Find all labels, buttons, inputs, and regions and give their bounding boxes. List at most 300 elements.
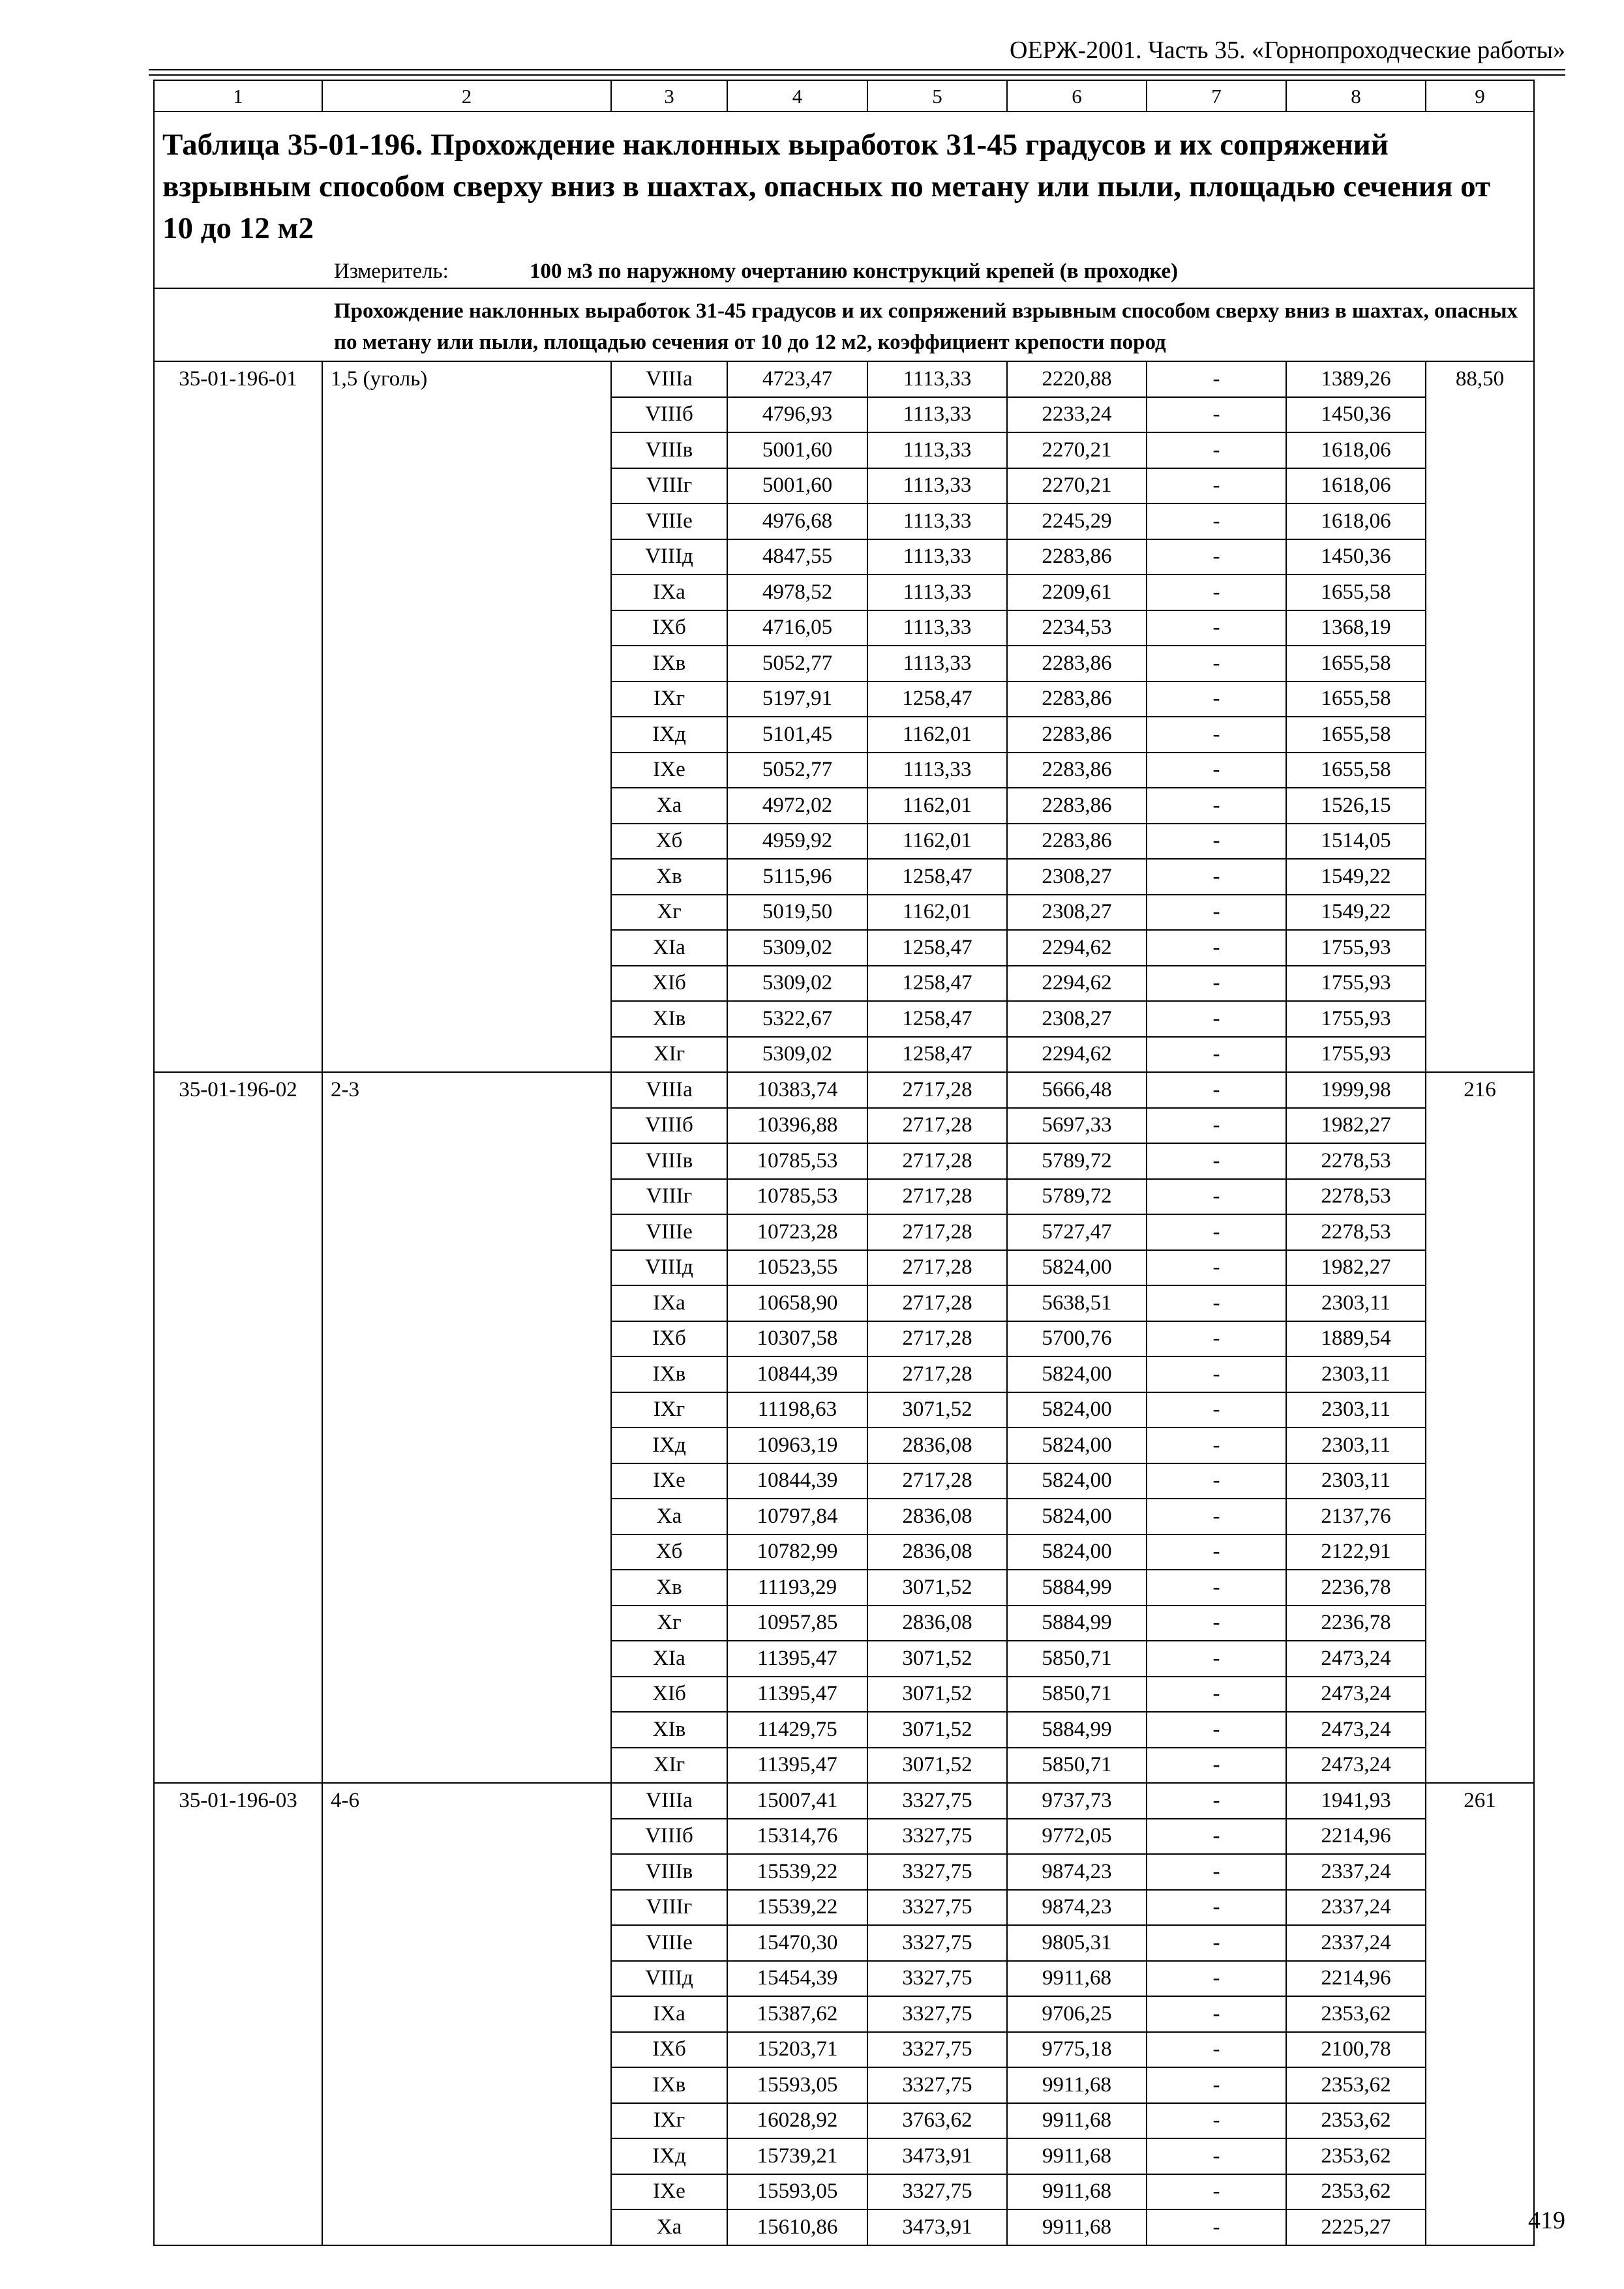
materials-cell: 2122,91 xyxy=(1286,1534,1426,1570)
materials-cell: 2303,11 xyxy=(1286,1356,1426,1392)
class-cell: VIIIг xyxy=(611,1179,727,1215)
driver-wages-cell: - xyxy=(1147,1890,1286,1926)
total-cost-cell: 4716,05 xyxy=(727,610,867,646)
materials-cell: 2214,96 xyxy=(1286,1819,1426,1855)
materials-cell: 2236,78 xyxy=(1286,1570,1426,1606)
total-cost-cell: 10523,55 xyxy=(727,1250,867,1286)
total-cost-cell: 11395,47 xyxy=(727,1677,867,1713)
driver-wages-cell: - xyxy=(1147,1641,1286,1677)
wages-cell: 3327,75 xyxy=(867,1819,1007,1855)
wages-cell: 3327,75 xyxy=(867,1996,1007,2032)
machines-cell: 2283,86 xyxy=(1007,717,1147,753)
wages-cell: 1258,47 xyxy=(867,930,1007,966)
column-number: 9 xyxy=(1426,80,1534,112)
total-cost-cell: 15593,05 xyxy=(727,2174,867,2210)
driver-wages-cell: - xyxy=(1147,1037,1286,1073)
materials-cell: 1549,22 xyxy=(1286,859,1426,895)
total-cost-cell: 15007,41 xyxy=(727,1783,867,1819)
wages-cell: 3327,75 xyxy=(867,1783,1007,1819)
driver-wages-cell: - xyxy=(1147,1570,1286,1606)
materials-cell: 1755,93 xyxy=(1286,1001,1426,1037)
class-cell: VIIIа xyxy=(611,1783,727,1819)
driver-wages-cell: - xyxy=(1147,1748,1286,1784)
machines-cell: 5789,72 xyxy=(1007,1143,1147,1179)
total-cost-cell: 11429,75 xyxy=(727,1712,867,1748)
wages-cell: 2836,08 xyxy=(867,1499,1007,1534)
machines-cell: 5850,71 xyxy=(1007,1641,1147,1677)
materials-cell: 2337,24 xyxy=(1286,1854,1426,1890)
page-number: 419 xyxy=(1528,2207,1565,2234)
machines-cell: 9911,68 xyxy=(1007,2209,1147,2245)
driver-wages-cell: - xyxy=(1147,1534,1286,1570)
materials-cell: 2303,11 xyxy=(1286,1463,1426,1499)
wages-cell: 3763,62 xyxy=(867,2103,1007,2139)
driver-wages-cell: - xyxy=(1147,1996,1286,2032)
machines-cell: 5697,33 xyxy=(1007,1108,1147,1144)
wages-cell: 2717,28 xyxy=(867,1356,1007,1392)
section-row xyxy=(154,288,1534,361)
total-cost-cell: 15593,05 xyxy=(727,2067,867,2103)
total-cost-cell: 5001,60 xyxy=(727,432,867,468)
driver-wages-cell: - xyxy=(1147,539,1286,575)
wages-cell: 1162,01 xyxy=(867,895,1007,931)
driver-wages-cell: - xyxy=(1147,610,1286,646)
class-cell: IXб xyxy=(611,1321,727,1357)
meter-label: Измеритель: xyxy=(334,260,449,283)
column-number: 7 xyxy=(1147,80,1286,112)
driver-wages-cell: - xyxy=(1147,2138,1286,2174)
total-cost-cell: 11193,29 xyxy=(727,1570,867,1606)
wages-cell: 3327,75 xyxy=(867,2032,1007,2068)
driver-wages-cell: - xyxy=(1147,717,1286,753)
class-cell: Xб xyxy=(611,1534,727,1570)
machines-cell: 5850,71 xyxy=(1007,1677,1147,1713)
running-header: ОЕРЖ-2001. Часть 35. «Горнопроходческие работы» xyxy=(1010,37,1565,64)
machines-cell: 2294,62 xyxy=(1007,1037,1147,1073)
wages-cell: 2717,28 xyxy=(867,1108,1007,1144)
machines-cell: 5700,76 xyxy=(1007,1321,1147,1357)
machines-cell: 9911,68 xyxy=(1007,2138,1147,2174)
machines-cell: 5850,71 xyxy=(1007,1748,1147,1784)
machines-cell: 2308,27 xyxy=(1007,859,1147,895)
total-cost-cell: 10782,99 xyxy=(727,1534,867,1570)
driver-wages-cell: - xyxy=(1147,1285,1286,1321)
class-cell: VIIIе xyxy=(611,1214,727,1250)
total-cost-cell: 15539,22 xyxy=(727,1854,867,1890)
total-cost-cell: 5309,02 xyxy=(727,966,867,1002)
wages-cell: 1113,33 xyxy=(867,539,1007,575)
class-cell: Xг xyxy=(611,1606,727,1641)
driver-wages-cell: - xyxy=(1147,1712,1286,1748)
class-cell: VIIIв xyxy=(611,432,727,468)
class-cell: IXд xyxy=(611,717,727,753)
class-cell: IXд xyxy=(611,1428,727,1463)
total-cost-cell: 15314,76 xyxy=(727,1819,867,1855)
class-cell: Xб xyxy=(611,824,727,860)
wages-cell: 3327,75 xyxy=(867,1925,1007,1961)
materials-cell: 2473,24 xyxy=(1286,1712,1426,1748)
driver-wages-cell: - xyxy=(1147,1428,1286,1463)
table-title: Таблица 35-01-196. Прохождение наклонных выработок 31-45 градусов и их сопряжений взрывным способом сверху вниз в шахтах, опасных по метану или пыли, площадью сечения от 10 до 12 м2 xyxy=(162,128,1491,245)
materials-cell: 2278,53 xyxy=(1286,1179,1426,1215)
machines-cell: 5884,99 xyxy=(1007,1570,1147,1606)
class-cell: IXб xyxy=(611,2032,727,2068)
materials-cell: 2473,24 xyxy=(1286,1641,1426,1677)
total-cost-cell: 5101,45 xyxy=(727,717,867,753)
driver-wages-cell: - xyxy=(1147,681,1286,717)
driver-wages-cell: - xyxy=(1147,397,1286,433)
machines-cell: 9911,68 xyxy=(1007,2067,1147,2103)
total-cost-cell: 15203,71 xyxy=(727,2032,867,2068)
table-row xyxy=(154,1783,1534,1819)
materials-cell: 1755,93 xyxy=(1286,966,1426,1002)
class-cell: VIIIб xyxy=(611,1108,727,1144)
class-cell: VIIIб xyxy=(611,1819,727,1855)
column-number: 4 xyxy=(727,80,867,112)
machines-cell: 5824,00 xyxy=(1007,1463,1147,1499)
materials-cell: 2236,78 xyxy=(1286,1606,1426,1641)
machines-cell: 5824,00 xyxy=(1007,1356,1147,1392)
class-cell: Xв xyxy=(611,859,727,895)
machines-cell: 5727,47 xyxy=(1007,1214,1147,1250)
driver-wages-cell: - xyxy=(1147,432,1286,468)
materials-cell: 2353,62 xyxy=(1286,2138,1426,2174)
materials-cell: 2473,24 xyxy=(1286,1748,1426,1784)
driver-wages-cell: - xyxy=(1147,361,1286,397)
wages-cell: 1113,33 xyxy=(867,397,1007,433)
wages-cell: 3071,52 xyxy=(867,1641,1007,1677)
total-cost-cell: 15610,86 xyxy=(727,2209,867,2245)
materials-cell: 2473,24 xyxy=(1286,1677,1426,1713)
wages-cell: 1113,33 xyxy=(867,361,1007,397)
machines-cell: 2283,86 xyxy=(1007,824,1147,860)
machines-cell: 2283,86 xyxy=(1007,539,1147,575)
wages-cell: 3327,75 xyxy=(867,1961,1007,1997)
machines-cell: 5824,00 xyxy=(1007,1392,1147,1428)
machines-cell: 2270,21 xyxy=(1007,432,1147,468)
total-cost-cell: 5309,02 xyxy=(727,930,867,966)
driver-wages-cell: - xyxy=(1147,859,1286,895)
machines-cell: 2294,62 xyxy=(1007,966,1147,1002)
class-cell: XIг xyxy=(611,1037,727,1073)
hardness-cell: 1,5 (уголь) xyxy=(322,361,611,1072)
table-row xyxy=(154,1072,1534,1108)
class-cell: Xв xyxy=(611,1570,727,1606)
materials-cell: 1618,06 xyxy=(1286,503,1426,539)
driver-wages-cell: - xyxy=(1147,468,1286,504)
labor-cell: 261 xyxy=(1426,1783,1534,2245)
total-cost-cell: 15387,62 xyxy=(727,1996,867,2032)
materials-cell: 1655,58 xyxy=(1286,717,1426,753)
driver-wages-cell: - xyxy=(1147,2067,1286,2103)
driver-wages-cell: - xyxy=(1147,1108,1286,1144)
class-cell: IXг xyxy=(611,2103,727,2139)
wages-cell: 3071,52 xyxy=(867,1570,1007,1606)
machines-cell: 2245,29 xyxy=(1007,503,1147,539)
total-cost-cell: 11395,47 xyxy=(727,1641,867,1677)
total-cost-cell: 10658,90 xyxy=(727,1285,867,1321)
wages-cell: 3071,52 xyxy=(867,1748,1007,1784)
machines-cell: 2209,61 xyxy=(1007,575,1147,610)
driver-wages-cell: - xyxy=(1147,1463,1286,1499)
machines-cell: 2283,86 xyxy=(1007,646,1147,681)
wages-cell: 2836,08 xyxy=(867,1534,1007,1570)
machines-cell: 9772,05 xyxy=(1007,1819,1147,1855)
total-cost-cell: 4976,68 xyxy=(727,503,867,539)
section-heading: Прохождение наклонных выработок 31-45 градусов и их сопряжений взрывным способом сверху вниз в шахтах, опасных по метану или пыли, площадью сечения от 10 до 12 м2, коэффициент крепости пород xyxy=(154,288,1534,361)
class-cell: XIа xyxy=(611,930,727,966)
wages-cell: 3473,91 xyxy=(867,2209,1007,2245)
materials-cell: 1982,27 xyxy=(1286,1250,1426,1286)
materials-cell: 1655,58 xyxy=(1286,575,1426,610)
total-cost-cell: 15470,30 xyxy=(727,1925,867,1961)
materials-cell: 2100,78 xyxy=(1286,2032,1426,2068)
wages-cell: 1113,33 xyxy=(867,753,1007,788)
wages-cell: 1113,33 xyxy=(867,432,1007,468)
total-cost-cell: 4972,02 xyxy=(727,788,867,824)
materials-cell: 2353,62 xyxy=(1286,2174,1426,2210)
materials-cell: 2225,27 xyxy=(1286,2209,1426,2245)
machines-cell: 2220,88 xyxy=(1007,361,1147,397)
total-cost-cell: 11198,63 xyxy=(727,1392,867,1428)
class-cell: IXв xyxy=(611,2067,727,2103)
class-cell: VIIIб xyxy=(611,397,727,433)
wages-cell: 3327,75 xyxy=(867,1890,1007,1926)
class-cell: IXг xyxy=(611,1392,727,1428)
materials-cell: 2337,24 xyxy=(1286,1925,1426,1961)
machines-cell: 5884,99 xyxy=(1007,1606,1147,1641)
driver-wages-cell: - xyxy=(1147,1606,1286,1641)
materials-cell: 1450,36 xyxy=(1286,397,1426,433)
class-cell: VIIIа xyxy=(611,361,727,397)
total-cost-cell: 10383,74 xyxy=(727,1072,867,1108)
class-cell: IXа xyxy=(611,575,727,610)
class-cell: IXе xyxy=(611,1463,727,1499)
machines-cell: 2283,86 xyxy=(1007,681,1147,717)
class-cell: Xа xyxy=(611,2209,727,2245)
total-cost-cell: 5019,50 xyxy=(727,895,867,931)
column-number: 2 xyxy=(322,80,611,112)
wages-cell: 3327,75 xyxy=(867,1854,1007,1890)
total-cost-cell: 10785,53 xyxy=(727,1179,867,1215)
driver-wages-cell: - xyxy=(1147,646,1286,681)
rates-table-body xyxy=(154,80,1534,2245)
driver-wages-cell: - xyxy=(1147,1179,1286,1215)
labor-cell: 88,50 xyxy=(1426,361,1534,1072)
machines-cell: 2308,27 xyxy=(1007,1001,1147,1037)
machines-cell: 9911,68 xyxy=(1007,2103,1147,2139)
total-cost-cell: 5052,77 xyxy=(727,646,867,681)
labor-cell: 216 xyxy=(1426,1072,1534,1783)
wages-cell: 1113,33 xyxy=(867,468,1007,504)
wages-cell: 2717,28 xyxy=(867,1321,1007,1357)
machines-cell: 2294,62 xyxy=(1007,930,1147,966)
total-cost-cell: 4847,55 xyxy=(727,539,867,575)
total-cost-cell: 10957,85 xyxy=(727,1606,867,1641)
machines-cell: 5789,72 xyxy=(1007,1179,1147,1215)
machines-cell: 2283,86 xyxy=(1007,753,1147,788)
rate-code-cell: 35-01-196-01 xyxy=(154,361,322,1072)
materials-cell: 1655,58 xyxy=(1286,646,1426,681)
wages-cell: 1113,33 xyxy=(867,646,1007,681)
class-cell: VIIIд xyxy=(611,539,727,575)
wages-cell: 2836,08 xyxy=(867,1606,1007,1641)
total-cost-cell: 4723,47 xyxy=(727,361,867,397)
wages-cell: 2717,28 xyxy=(867,1250,1007,1286)
wages-cell: 1258,47 xyxy=(867,1037,1007,1073)
class-cell: IXа xyxy=(611,1996,727,2032)
class-cell: VIIIа xyxy=(611,1072,727,1108)
wages-cell: 2717,28 xyxy=(867,1214,1007,1250)
wages-cell: 1162,01 xyxy=(867,788,1007,824)
materials-cell: 2353,62 xyxy=(1286,2067,1426,2103)
total-cost-cell: 15739,21 xyxy=(727,2138,867,2174)
total-cost-cell: 10963,19 xyxy=(727,1428,867,1463)
class-cell: IXв xyxy=(611,646,727,681)
wages-cell: 2717,28 xyxy=(867,1143,1007,1179)
class-cell: XIб xyxy=(611,1677,727,1713)
materials-cell: 2278,53 xyxy=(1286,1214,1426,1250)
driver-wages-cell: - xyxy=(1147,788,1286,824)
meter-line xyxy=(334,261,1526,282)
hardness-cell: 2-3 xyxy=(322,1072,611,1783)
total-cost-cell: 10723,28 xyxy=(727,1214,867,1250)
class-cell: VIIIд xyxy=(611,1961,727,1997)
materials-cell: 1368,19 xyxy=(1286,610,1426,646)
materials-cell: 1999,98 xyxy=(1286,1072,1426,1108)
wages-cell: 2717,28 xyxy=(867,1285,1007,1321)
driver-wages-cell: - xyxy=(1147,753,1286,788)
machines-cell: 5666,48 xyxy=(1007,1072,1147,1108)
wages-cell: 2836,08 xyxy=(867,1428,1007,1463)
meter-value: 100 м3 по наружному очертанию конструкций крепей (в проходке) xyxy=(530,260,1179,283)
rates-table xyxy=(153,80,1535,2246)
wages-cell: 3327,75 xyxy=(867,2174,1007,2210)
total-cost-cell: 5115,96 xyxy=(727,859,867,895)
total-cost-cell: 11395,47 xyxy=(727,1748,867,1784)
materials-cell: 2137,76 xyxy=(1286,1499,1426,1534)
wages-cell: 2717,28 xyxy=(867,1179,1007,1215)
materials-cell: 1982,27 xyxy=(1286,1108,1426,1144)
machines-cell: 2233,24 xyxy=(1007,397,1147,433)
machines-cell: 5884,99 xyxy=(1007,1712,1147,1748)
wages-cell: 3071,52 xyxy=(867,1392,1007,1428)
total-cost-cell: 5052,77 xyxy=(727,753,867,788)
total-cost-cell: 10844,39 xyxy=(727,1356,867,1392)
materials-cell: 1450,36 xyxy=(1286,539,1426,575)
wages-cell: 3327,75 xyxy=(867,2067,1007,2103)
total-cost-cell: 16028,92 xyxy=(727,2103,867,2139)
class-cell: XIв xyxy=(611,1001,727,1037)
machines-cell: 9874,23 xyxy=(1007,1854,1147,1890)
wages-cell: 1113,33 xyxy=(867,503,1007,539)
driver-wages-cell: - xyxy=(1147,930,1286,966)
driver-wages-cell: - xyxy=(1147,503,1286,539)
machines-cell: 2270,21 xyxy=(1007,468,1147,504)
class-cell: XIб xyxy=(611,966,727,1002)
class-cell: VIIIе xyxy=(611,503,727,539)
materials-cell: 1889,54 xyxy=(1286,1321,1426,1357)
class-cell: VIIIг xyxy=(611,1890,727,1926)
total-cost-cell: 15454,39 xyxy=(727,1961,867,1997)
driver-wages-cell: - xyxy=(1147,1250,1286,1286)
driver-wages-cell: - xyxy=(1147,824,1286,860)
column-number: 1 xyxy=(154,80,322,112)
driver-wages-cell: - xyxy=(1147,1819,1286,1855)
class-cell: XIв xyxy=(611,1712,727,1748)
materials-cell: 1655,58 xyxy=(1286,681,1426,717)
machines-cell: 9805,31 xyxy=(1007,1925,1147,1961)
total-cost-cell: 10785,53 xyxy=(727,1143,867,1179)
wages-cell: 1258,47 xyxy=(867,681,1007,717)
class-cell: XIг xyxy=(611,1748,727,1784)
total-cost-cell: 4796,93 xyxy=(727,397,867,433)
driver-wages-cell: - xyxy=(1147,1214,1286,1250)
machines-cell: 5824,00 xyxy=(1007,1428,1147,1463)
driver-wages-cell: - xyxy=(1147,575,1286,610)
class-cell: VIIIв xyxy=(611,1143,727,1179)
materials-cell: 2303,11 xyxy=(1286,1428,1426,1463)
materials-cell: 1755,93 xyxy=(1286,930,1426,966)
title-row xyxy=(154,112,1534,288)
class-cell: Xа xyxy=(611,1499,727,1534)
driver-wages-cell: - xyxy=(1147,1143,1286,1179)
total-cost-cell: 10797,84 xyxy=(727,1499,867,1534)
total-cost-cell: 10307,58 xyxy=(727,1321,867,1357)
materials-cell: 1941,93 xyxy=(1286,1783,1426,1819)
column-number: 8 xyxy=(1286,80,1426,112)
column-numbers-row xyxy=(154,80,1534,112)
materials-cell: 2214,96 xyxy=(1286,1961,1426,1997)
driver-wages-cell: - xyxy=(1147,895,1286,931)
driver-wages-cell: - xyxy=(1147,966,1286,1002)
driver-wages-cell: - xyxy=(1147,1677,1286,1713)
materials-cell: 1655,58 xyxy=(1286,753,1426,788)
total-cost-cell: 15539,22 xyxy=(727,1890,867,1926)
wages-cell: 1162,01 xyxy=(867,717,1007,753)
machines-cell: 5638,51 xyxy=(1007,1285,1147,1321)
driver-wages-cell: - xyxy=(1147,1001,1286,1037)
driver-wages-cell: - xyxy=(1147,1392,1286,1428)
rate-code-cell: 35-01-196-02 xyxy=(154,1072,322,1783)
wages-cell: 1113,33 xyxy=(867,575,1007,610)
machines-cell: 9737,73 xyxy=(1007,1783,1147,1819)
hardness-cell: 4-6 xyxy=(322,1783,611,2245)
class-cell: XIа xyxy=(611,1641,727,1677)
class-cell: Xг xyxy=(611,895,727,931)
column-number: 5 xyxy=(867,80,1007,112)
header-rule-bottom xyxy=(149,74,1565,76)
class-cell: VIIIв xyxy=(611,1854,727,1890)
class-cell: IXе xyxy=(611,2174,727,2210)
total-cost-cell: 5001,60 xyxy=(727,468,867,504)
class-cell: Xа xyxy=(611,788,727,824)
machines-cell: 2308,27 xyxy=(1007,895,1147,931)
materials-cell: 2278,53 xyxy=(1286,1143,1426,1179)
class-cell: IXг xyxy=(611,681,727,717)
header-rule-top xyxy=(149,69,1565,70)
class-cell: IXв xyxy=(611,1356,727,1392)
total-cost-cell: 5322,67 xyxy=(727,1001,867,1037)
materials-cell: 2353,62 xyxy=(1286,1996,1426,2032)
class-cell: VIIIг xyxy=(611,468,727,504)
total-cost-cell: 10844,39 xyxy=(727,1463,867,1499)
driver-wages-cell: - xyxy=(1147,1854,1286,1890)
wages-cell: 2717,28 xyxy=(867,1072,1007,1108)
driver-wages-cell: - xyxy=(1147,1961,1286,1997)
materials-cell: 1755,93 xyxy=(1286,1037,1426,1073)
materials-cell: 2303,11 xyxy=(1286,1392,1426,1428)
